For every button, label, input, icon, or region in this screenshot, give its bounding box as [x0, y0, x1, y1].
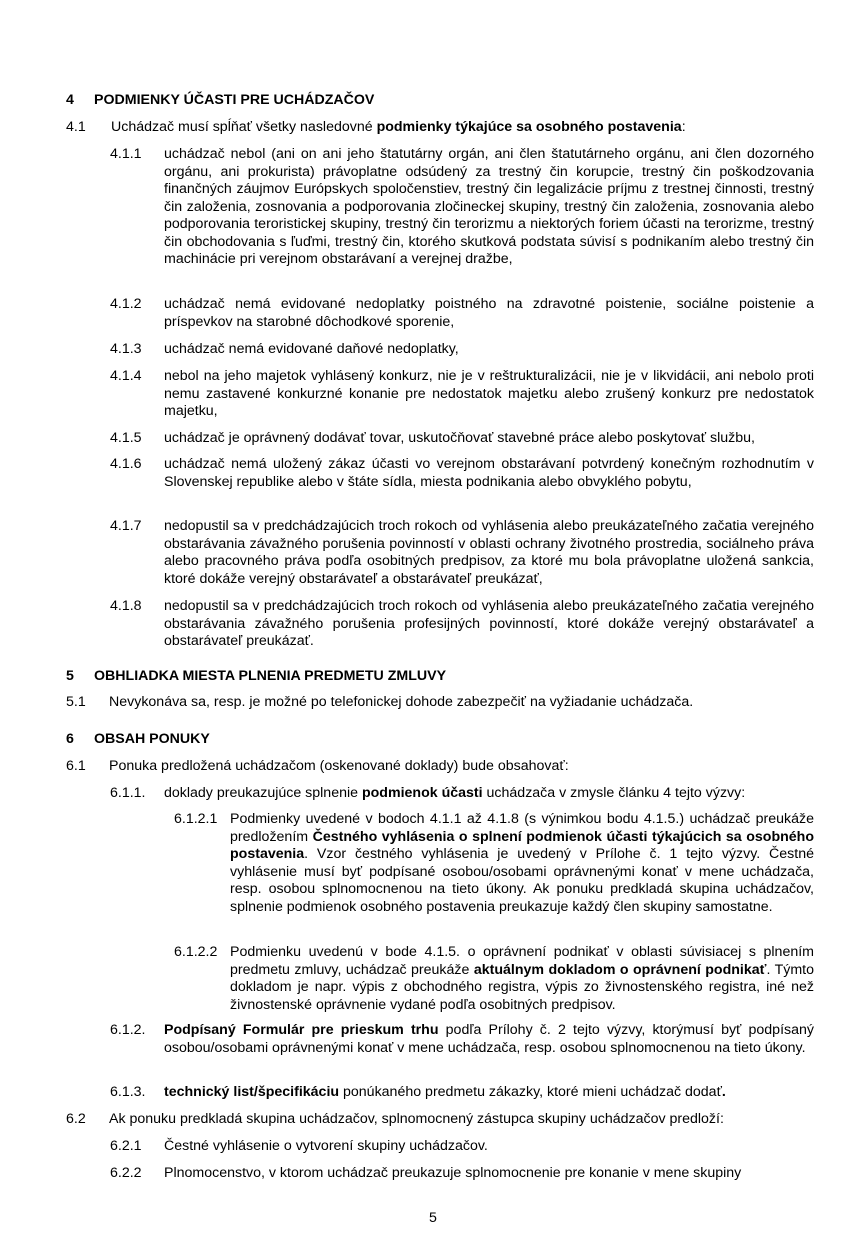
paragraph-text: uchádzač nemá evidované nedoplatky poistného na zdravotné poistenie, sociálne poistenie a príspevkov na starobné dôchodkové sporenie, [164, 296, 814, 330]
paragraph-number: 6.1.2.1 [174, 811, 218, 827]
paragraph-text: uchádzač nemá uložený zákaz účasti vo verejnom obstarávaní potvrdený konečným rozhodnutím v Slovenskej republike alebo v štáte sídla, miesta podnikania alebo obvyklého pobytu, [164, 456, 814, 490]
paragraph-text: nebol na jeho majetok vyhlásený konkurz, nie je v reštrukturalizácii, nie je v likvidácii, ani nebolo proti nemu zastavené konkurzné konanie pre nedostatok majetku alebo zrušený konkurz pre nedostatok majetku, [164, 368, 814, 419]
paragraph-text: Ponuka predložená uchádzačom (oskenované doklady) bude obsahovať: [109, 758, 569, 774]
paragraph-number: 6.1.2.2 [174, 944, 218, 960]
bold-text: technický list/špecifikáciu [164, 1084, 340, 1100]
paragraph-text: uchádzač nebol (ani on ani jeho štatutárny orgán, ani člen štatutárneho orgánu, ani člen dozorného orgánu, ani prokurista) právoplatne odsúdený za trestný čin korupcie, trestný čin poškodzovania finančných záujmov Európskych spoločenstiev, trestný čin legalizácie príjmu z trestnej činnosti, trestný čin založenia, zosnovania a podporovania zločineckej skupiny, trestný čin založenia, zosnovania alebo podporovania teroristickej skupiny, trestný čin terorizmu a niektorých foriem účasti na terorizme, trestný čin obchodovania s ľuďmi, trestný čin, ktorého skutková podstata súvisí s podnikaním alebo trestný čin machinácie pri verejnom obstarávaní a verejnej dražbe, [164, 146, 814, 267]
text-run: uchádzača v zmysle článku 4 tejto výzvy: [482, 785, 746, 801]
paragraph-text: Ak ponuku predkladá skupina uchádzačov, splnomocnený zástupca skupiny uchádzačov predloží: [109, 1111, 724, 1127]
paragraph-text [164, 1022, 814, 1057]
paragraph-text: uchádzač je oprávnený dodávať tovar, uskutočňovať stavebné práce alebo poskytovať službu, [164, 430, 755, 446]
paragraph-number: 6 [66, 731, 74, 747]
text-run: . Týmto dokladom je napr. výpis z obchodného registra, výpis zo živnostenského registra, iné než živnostenské oprávnenie vydané podľa osobitných predpisov. [230, 961, 814, 1013]
bold-text: aktuálnym dokladom o oprávnení podnikať [473, 961, 767, 978]
paragraph-number: 4.1.3 [110, 341, 142, 357]
paragraph-text [164, 1084, 814, 1102]
paragraph-number: 6.2.1 [110, 1138, 142, 1154]
bold-text: podmienky týkajúce sa osobného postavenia [376, 119, 682, 135]
paragraph-number: 4.1.2 [110, 296, 142, 312]
paragraph-number: 4.1.5 [110, 430, 142, 446]
paragraph-text [111, 119, 811, 137]
text-run: Uchádzač musí spĺňať všetky nasledovné [111, 119, 377, 135]
text-run: Podmienku uvedenú v bode 4.1.5. o oprávnení podnikať v oblasti súvisiacej s plnením predmetu zmluvy, uchádzač preukáže [230, 944, 814, 978]
paragraph-number: 5.1 [66, 694, 86, 710]
text-run: . Vzor čestného vyhlásenia je uvedený v Prílohe č. 1 tejto výzvy. Čestné vyhlásenie musí byť podpísané osobou/osobami oprávnenými konať v mene uchádzača, resp. osobou splnomocnenou na tieto úkony. Ak ponuku predkladá skupina uchádzačov, splnenie podmienok osobného postavenia preukazuje každý člen skupiny samostatne. [230, 846, 814, 915]
paragraph-text [164, 785, 814, 803]
paragraph-number: 4.1.6 [110, 456, 142, 472]
paragraph-text: Plnomocenstvo, v ktorom uchádzač preukazuje splnomocnenie pre konanie v mene skupiny [164, 1165, 742, 1181]
paragraph-number: 6.1 [66, 758, 86, 774]
paragraph-number: 6.2.2 [110, 1165, 142, 1181]
text-run: ponúkaného predmetu zákazky, ktoré mieni uchádzač dodať [339, 1084, 722, 1100]
paragraph-text: nedopustil sa v predchádzajúcich troch rokoch od vyhlásenia alebo preukázateľného začatia verejného obstarávania závažného porušenia profesijných povinností, ktoré dokáže verejný obstarávateľ a obstarávateľ preukázať. [164, 598, 814, 649]
paragraph-text [230, 944, 814, 1014]
paragraph-number: 6.1.1. [110, 785, 146, 801]
paragraph-number: 4.1.8 [110, 598, 142, 614]
paragraph-number: 6.1.3. [110, 1084, 146, 1100]
paragraph-number: 4.1.4 [110, 368, 142, 384]
paragraph-text: uchádzač nemá evidované daňové nedoplatky, [164, 341, 459, 357]
text-run: : [681, 119, 686, 135]
page-number: 5 [429, 1210, 437, 1226]
paragraph-number: 6.1.2. [110, 1022, 146, 1038]
paragraph-number: 4.1.7 [110, 518, 142, 534]
paragraph-text: OBHLIADKA MIESTA PLNENIA PREDMETU ZMLUVY [94, 668, 447, 684]
paragraph-text: nedopustil sa v predchádzajúcich troch rokoch od vyhlásenia alebo preukázateľného začatia verejného obstarávania závažného porušenia povinností v oblasti ochrany životného prostredia, sociálneho práva alebo pracovného práva podľa osobitných predpisov, za ktoré mu bola právoplatne uložená sankcia, ktoré dokáže verejný obstarávateľ a obstarávateľ preukázať, [164, 518, 814, 587]
paragraph-number: 5 [66, 668, 74, 684]
bold-text: . [721, 1084, 726, 1100]
text-run: podľa Prílohy č. 2 tejto výzvy, ktorýmusí byť podpísaný osobou/osobami oprávnenými konať v mene uchádzača, resp. osobou splnomocnenou na tieto úkony. [164, 1022, 814, 1056]
text-run: doklady preukazujúce splnenie [164, 785, 362, 801]
paragraph-text: Čestné vyhlásenie o vytvorení skupiny uchádzačov. [164, 1138, 488, 1154]
paragraph-number: 6.2 [66, 1111, 86, 1127]
paragraph-number: 4.1.1 [110, 146, 142, 162]
paragraph-text: Nevykonáva sa, resp. je možné po telefonickej dohode zabezpečiť na vyžiadanie uchádzača. [109, 694, 694, 710]
paragraph-text [230, 811, 814, 916]
bold-text: Podpísaný Formulár pre prieskum trhu [164, 1022, 439, 1038]
bold-text: podmienok účasti [361, 785, 483, 801]
text-run: Podmienky uvedené v bodoch 4.1.1 až 4.1.8 (s výnimkou bodu 4.1.5.) uchádzač preukáže predložením [230, 811, 814, 845]
paragraph-text: PODMIENKY ÚČASTI PRE UCHÁDZAČOV [94, 92, 375, 108]
paragraph-number: 4 [66, 92, 74, 108]
bold-text: Čestného vyhlásenia o splnení podmienok účasti týkajúcich sa osobného postavenia [230, 828, 815, 862]
paragraph-number: 4.1 [66, 119, 86, 135]
paragraph-text: OBSAH PONUKY [94, 731, 210, 747]
